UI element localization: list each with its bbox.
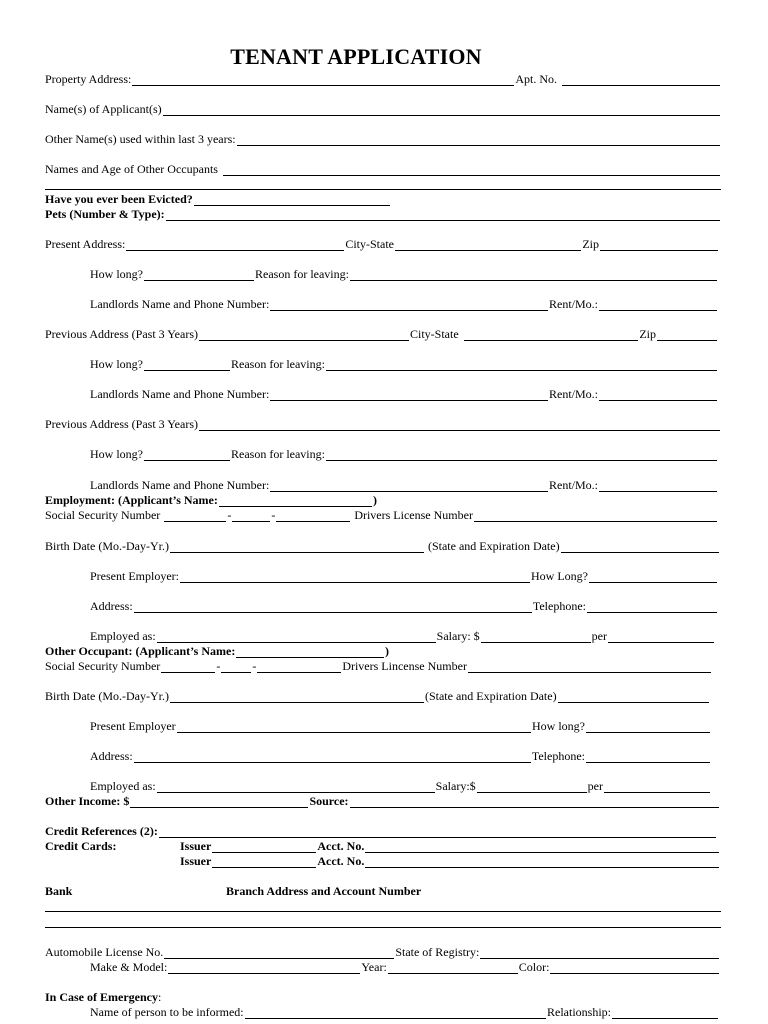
other-occupant-heading-close: )	[385, 644, 389, 658]
other-occupant-address-label: Address:	[90, 749, 133, 763]
credit-card-2-issuer-field[interactable]	[212, 856, 316, 868]
other-occupant-heading-row	[45, 642, 389, 658]
employment-heading: Employment: (Applicant’s Name:	[45, 493, 218, 507]
employment-state-exp-field[interactable]	[561, 541, 719, 553]
bank-label-row	[45, 882, 145, 898]
employment-per-field[interactable]	[608, 631, 714, 643]
other-occupant-how-long-field[interactable]	[586, 721, 710, 733]
previous-1-city-label: City-State	[410, 327, 459, 341]
bank-branch-label: Branch Address and Account Number	[226, 884, 422, 898]
emergency-person-row	[90, 1003, 719, 1019]
previous-1-reason-label: Reason for leaving:	[231, 357, 325, 371]
employment-employed-as-row	[90, 627, 715, 643]
previous-2-rent-field[interactable]	[599, 480, 717, 492]
previous-2-how-long-label: How long?	[90, 447, 143, 461]
previous-1-landlord-field[interactable]	[270, 389, 548, 401]
credit-card-2-acct-field[interactable]	[365, 856, 719, 868]
employment-license-field[interactable]	[474, 510, 717, 522]
auto-license-row	[45, 943, 720, 959]
emergency-relationship-label: Relationship:	[547, 1005, 611, 1019]
previous-1-landlord-label: Landlords Name and Phone Number:	[90, 387, 270, 401]
employment-salary-label: Salary: $	[436, 629, 480, 643]
emergency-heading-row	[45, 988, 245, 1004]
auto-year-field[interactable]	[388, 962, 518, 974]
employment-heading-close: )	[373, 493, 377, 507]
pets-row	[45, 205, 721, 221]
credit-references-row	[45, 822, 717, 838]
other-occupant-employed-as-label: Employed as:	[90, 779, 156, 793]
other-occupant-ssn-label: Social Security Number	[45, 659, 161, 673]
previous-1-zip-field[interactable]	[657, 329, 717, 341]
previous-1-how-long-field[interactable]	[144, 359, 230, 371]
previous-address-2-row	[45, 415, 721, 431]
other-occupant-how-long-label: How long?	[532, 719, 585, 733]
previous-1-city-field[interactable]	[464, 329, 639, 341]
previous-1-rent-field[interactable]	[599, 389, 717, 401]
employment-state-exp-label: (State and Expiration Date)	[427, 539, 560, 553]
bank-label: Bank	[45, 884, 73, 898]
employment-license-label: Drivers License Number	[354, 508, 473, 522]
present-how-long-row	[90, 265, 718, 281]
other-occupant-salary-label: Salary:$	[435, 779, 476, 793]
previous-2-reason-field[interactable]	[326, 449, 717, 461]
employment-per-label: per	[591, 629, 607, 643]
present-how-long-field[interactable]	[144, 269, 254, 281]
bank-branch-label-row	[226, 882, 526, 898]
applicants-field[interactable]	[163, 104, 720, 116]
other-occupant-per-label: per	[587, 779, 603, 793]
other-income-field[interactable]	[130, 796, 308, 808]
employment-ssn-dash-2: -	[271, 508, 276, 522]
employment-heading-row	[45, 491, 377, 507]
previous-2-landlord-label: Landlords Name and Phone Number:	[90, 478, 270, 492]
present-how-long-label: How long?	[90, 267, 143, 281]
evicted-label: Have you ever been Evicted?	[45, 192, 193, 206]
evicted-row	[45, 190, 391, 206]
present-address-row	[45, 235, 719, 251]
property-address-field[interactable]	[132, 74, 514, 86]
previous-address-1-row	[45, 325, 718, 341]
pets-label: Pets (Number & Type):	[45, 207, 165, 221]
other-income-label: Other Income: $	[45, 794, 130, 808]
other-occupant-birth-row	[45, 687, 710, 703]
other-occupant-telephone-label: Telephone:	[531, 749, 585, 763]
present-zip-field[interactable]	[600, 239, 718, 251]
previous-2-how-long-field[interactable]	[144, 449, 230, 461]
apt-no-label: Apt. No.	[515, 72, 557, 86]
employment-employer-label: Present Employer:	[90, 569, 179, 583]
other-income-source-field[interactable]	[350, 796, 719, 808]
present-zip-label: Zip	[582, 237, 599, 251]
employment-ssn-row	[45, 506, 718, 522]
other-names-label: Other Name(s) used within last 3 years:	[45, 132, 236, 146]
present-landlord-field[interactable]	[270, 299, 548, 311]
auto-make-label: Make & Model:	[90, 960, 168, 974]
property-address-label: Property Address:	[45, 72, 132, 86]
employment-how-long-field[interactable]	[589, 571, 717, 583]
other-occupant-ssn-row	[45, 657, 712, 673]
other-occupant-license-label: Drivers Lincense Number	[342, 659, 467, 673]
occupants-label: Names and Age of Other Occupants	[45, 162, 218, 176]
auto-year-label: Year:	[361, 960, 387, 974]
other-names-row	[45, 130, 721, 146]
previous-2-how-long-row	[90, 445, 718, 461]
employment-ssn-field-3[interactable]	[276, 510, 350, 522]
employment-address-row	[90, 597, 718, 613]
other-occupant-employer-label: Present Employer	[90, 719, 176, 733]
present-address-field[interactable]	[126, 239, 344, 251]
other-occupant-heading: Other Occupant: (Applicant’s Name:	[45, 644, 236, 658]
occupants-row	[45, 160, 721, 176]
other-occupant-birth-field[interactable]	[170, 691, 424, 703]
employment-address-field[interactable]	[134, 601, 532, 613]
present-landlord-row	[90, 295, 718, 311]
previous-2-reason-label: Reason for leaving:	[231, 447, 325, 461]
previous-1-rent-label: Rent/Mo.:	[548, 387, 598, 401]
other-names-field[interactable]	[237, 134, 720, 146]
other-occupant-employer-row	[90, 717, 711, 733]
other-occupant-address-field[interactable]	[134, 751, 531, 763]
auto-color-field[interactable]	[550, 962, 719, 974]
previous-1-zip-label: Zip	[639, 327, 656, 341]
previous-1-landlord-row	[90, 385, 718, 401]
employment-employer-field[interactable]	[180, 571, 530, 583]
other-occupant-telephone-field[interactable]	[586, 751, 710, 763]
employment-salary-field[interactable]	[481, 631, 591, 643]
previous-2-landlord-row	[90, 476, 718, 492]
bank-line-2[interactable]	[45, 927, 721, 928]
other-occupant-ssn-dash-1: -	[216, 659, 221, 673]
previous-1-how-long-label: How long?	[90, 357, 143, 371]
auto-license-label: Automobile License No.	[45, 945, 164, 959]
present-rent-field[interactable]	[599, 299, 717, 311]
auto-make-field[interactable]	[168, 962, 360, 974]
emergency-heading-colon: :	[157, 990, 162, 1004]
occupants-field[interactable]	[223, 164, 720, 176]
present-city-field[interactable]	[395, 239, 581, 251]
present-reason-field[interactable]	[350, 269, 717, 281]
employment-ssn-field-1[interactable]	[164, 510, 226, 522]
credit-cards-label: Credit Cards:	[45, 839, 117, 853]
employment-telephone-label: Telephone:	[532, 599, 586, 613]
auto-color-label: Color:	[518, 960, 550, 974]
credit-card-2-issuer-label: Issuer	[180, 854, 212, 868]
credit-card-1-issuer-label: Issuer	[180, 839, 212, 853]
previous-2-rent-label: Rent/Mo.:	[548, 478, 598, 492]
employment-ssn-label: Social Security Number	[45, 508, 161, 522]
emergency-heading: In Case of Emergency	[45, 990, 158, 1004]
previous-1-reason-field[interactable]	[326, 359, 717, 371]
other-occupant-state-exp-field[interactable]	[558, 691, 709, 703]
previous-address-1-field[interactable]	[199, 329, 409, 341]
credit-card-1-acct-label: Acct. No.	[317, 839, 365, 853]
applicants-label: Name(s) of Applicant(s)	[45, 102, 162, 116]
present-landlord-label: Landlords Name and Phone Number:	[90, 297, 270, 311]
employment-birth-label: Birth Date (Mo.-Day-Yr.)	[45, 539, 169, 553]
other-income-row	[45, 792, 720, 808]
other-occupant-license-field[interactable]	[468, 661, 711, 673]
employment-employer-row	[90, 567, 718, 583]
other-occupant-birth-label: Birth Date (Mo.-Day-Yr.)	[45, 689, 169, 703]
other-occupant-employer-field[interactable]	[177, 721, 531, 733]
employment-employed-as-label: Employed as:	[90, 629, 156, 643]
previous-address-2-field[interactable]	[199, 419, 720, 431]
credit-card-1-row	[180, 837, 720, 853]
emergency-relationship-field[interactable]	[612, 1007, 718, 1019]
other-occupant-state-exp-label: (State and Expiration Date)	[424, 689, 557, 703]
auto-make-row	[90, 958, 720, 974]
other-occupant-ssn-field-2[interactable]	[221, 661, 251, 673]
other-occupant-employed-as-row	[90, 777, 711, 793]
emergency-person-label: Name of person to be informed:	[90, 1005, 244, 1019]
previous-address-1-label: Previous Address (Past 3 Years)	[45, 327, 198, 341]
present-city-label: City-State	[345, 237, 394, 251]
employment-address-label: Address:	[90, 599, 133, 613]
employment-how-long-label: How Long?	[531, 569, 588, 583]
other-occupant-address-row	[90, 747, 711, 763]
present-rent-label: Rent/Mo.:	[548, 297, 598, 311]
present-address-label: Present Address:	[45, 237, 126, 251]
emergency-person-field[interactable]	[245, 1007, 546, 1019]
credit-references-label: Credit References (2):	[45, 824, 158, 838]
employment-birth-row	[45, 537, 720, 553]
property-address-row	[45, 70, 721, 86]
previous-address-2-label: Previous Address (Past 3 Years)	[45, 417, 198, 431]
employment-telephone-field[interactable]	[587, 601, 717, 613]
apt-no-field[interactable]	[562, 74, 720, 86]
bank-line-1[interactable]	[45, 911, 721, 912]
other-occupant-ssn-dash-2: -	[252, 659, 257, 673]
other-income-source-label: Source:	[309, 794, 349, 808]
form-title: TENANT APPLICATION	[230, 44, 482, 69]
credit-card-2-acct-label: Acct. No.	[317, 854, 365, 868]
previous-1-how-long-row	[90, 355, 718, 371]
other-occupant-ssn-field-3[interactable]	[257, 661, 341, 673]
pets-field[interactable]	[166, 209, 720, 221]
present-reason-label: Reason for leaving:	[255, 267, 349, 281]
credit-card-2-row	[180, 852, 720, 868]
employment-birth-field[interactable]	[170, 541, 424, 553]
credit-cards-label-row	[45, 837, 175, 853]
applicants-row	[45, 100, 721, 116]
employment-ssn-field-2[interactable]	[232, 510, 270, 522]
employment-ssn-dash-1: -	[227, 508, 232, 522]
other-occupant-ssn-field-1[interactable]	[161, 661, 215, 673]
auto-registry-label: State of Registry:	[395, 945, 480, 959]
